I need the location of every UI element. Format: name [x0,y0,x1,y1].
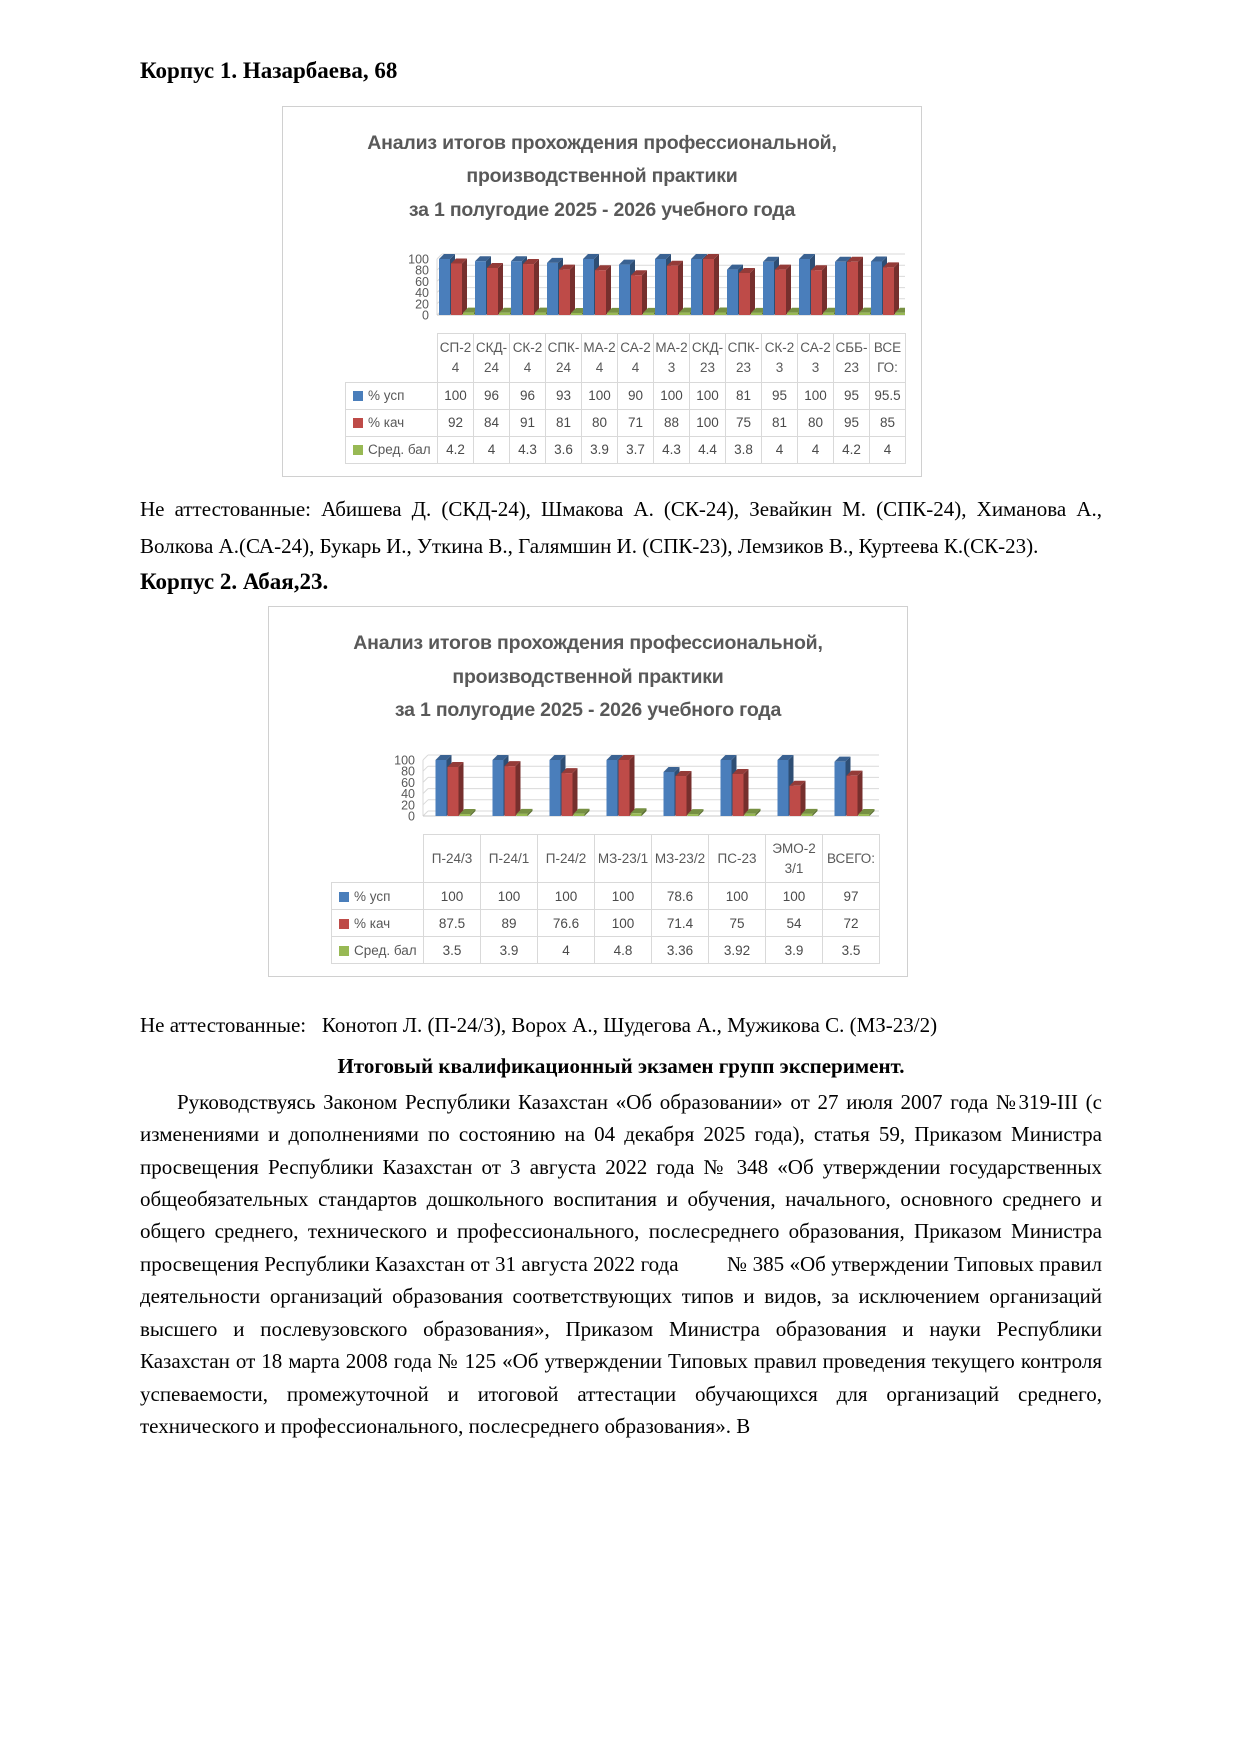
series-value-cell: 100 [798,382,834,409]
series-value-cell: 100 [766,883,823,910]
legal-paragraph: Руководствуясь Законом Республики Казахстан «Об образовании» от 27 июля 2007 года №319-III (с изменениями и дополнениями по состоянию на 04 декабря 2025 года), статья 59, Приказом Министра просвещения Республики Казахстан от 3 августа 2022 года № 348 «Об утверждении государственных общеобязательных стандартов дошкольного воспитания и обучения, начального, основного среднего и общего среднего, технического и профессионального, послесреднего образования, Приказом Министра просвещения Республики Казахстан от 31 августа 2022 года № 385 «Об утверждении Типовых правил деятельности организаций образования соответствующих типов и видов, за исключением организаций высшего и послевузовского образования», Приказом Министра образования и науки Республики Казахстан от 18 марта 2008 года № 125 «Об утверждении Типовых правил проведения текущего контроля успеваемости, промежуточной и итоговой аттестации обучающихся для организаций среднего, технического и профессионального, послесреднего образования». В [140,1089,1102,1439]
series-row [332,910,880,937]
category-label: СК-23 [762,334,798,382]
category-label: СКД-23 [690,334,726,382]
category-label: П-24/2 [538,835,595,883]
series-value-cell: 100 [424,883,481,910]
legend-key-swatch [339,946,349,956]
series-value-cell: 100 [690,382,726,409]
series-value-cell: 95 [762,382,798,409]
svg-text:40: 40 [415,286,429,301]
series-value-cell: 81 [726,382,762,409]
chart-title-line: производственной практики [452,665,724,688]
category-label: МА-23 [654,334,690,382]
heading-korpus-2: Корпус 2. Абая,23. [140,568,329,594]
svg-text:60: 60 [415,275,429,290]
svg-text:20: 20 [415,297,429,312]
series-row [332,883,880,910]
exam-section-heading: Итоговый квалификационный экзамен групп эксперимент. [337,1054,905,1079]
chart-2-data-table [331,834,880,964]
chart-title-line: Анализ итогов прохождения профессиональной, [367,131,837,154]
series-value-cell: 95.5 [870,382,906,409]
svg-text:80: 80 [401,764,415,779]
category-label: СПК-24 [546,334,582,382]
series-value-cell: 4.8 [595,937,652,964]
category-header-row [332,835,880,883]
category-label: МА-24 [582,334,618,382]
series-value-cell: 4.2 [834,436,870,463]
svg-text:100: 100 [408,252,429,267]
series-value-cell: 100 [595,910,652,937]
series-value-cell: 100 [481,883,538,910]
series-value-cell: 84 [474,409,510,436]
category-header-row [346,334,906,382]
series-value-cell: 3.36 [652,937,709,964]
series-value-cell: 3.9 [582,436,618,463]
series-value-cell: 4.3 [654,436,690,463]
legend-key-swatch [339,919,349,929]
series-value-cell: 93 [546,382,582,409]
category-label: СА-24 [618,334,654,382]
series-value-cell: 81 [762,409,798,436]
series-value-cell: 95 [834,382,870,409]
chart-1-plot [345,243,905,333]
chart-2-title [269,627,907,728]
series-row [346,382,906,409]
series-value-cell: 100 [690,409,726,436]
series-value-cell: 72 [823,910,880,937]
category-label: ВСЕГО: [823,835,880,883]
series-legend-cell: % кач [346,409,438,436]
series-value-cell: 100 [709,883,766,910]
table-corner-cell [346,334,438,382]
category-label: ЭМО-23/1 [766,835,823,883]
series-value-cell: 4.2 [438,436,474,463]
series-value-cell: 80 [798,409,834,436]
series-row [346,409,906,436]
series-value-cell: 96 [510,382,546,409]
category-label: СА-23 [798,334,834,382]
series-value-cell: 4.4 [690,436,726,463]
not-certified-list-2: Не аттестованные: Конотоп Л. (П-24/3), Ворох А., Шудегова А., Мужикова С. (МЗ-23/2) [140,1013,938,1038]
series-value-cell: 4 [798,436,834,463]
series-value-cell: 4 [762,436,798,463]
category-label: СП-24 [438,334,474,382]
chart-1 [282,106,922,477]
series-value-cell: 75 [726,409,762,436]
svg-text:60: 60 [401,775,415,790]
series-value-cell: 4.3 [510,436,546,463]
svg-text:20: 20 [401,798,415,813]
chart-title-line: производственной практики [466,165,738,188]
chart-title-line: за 1 полугодие 2025 - 2026 учебного года [408,198,796,221]
category-label: СПК-23 [726,334,762,382]
series-value-cell: 92 [438,409,474,436]
series-value-cell: 100 [538,883,595,910]
series-value-cell: 3.92 [709,937,766,964]
category-label: МЗ-23/1 [595,835,652,883]
series-value-cell: 100 [595,883,652,910]
heading-korpus-1: Корпус 1. Назарбаева, 68 [140,58,398,83]
svg-text:0: 0 [422,308,429,323]
category-label: МЗ-23/2 [652,835,709,883]
series-value-cell: 90 [618,382,654,409]
series-value-cell: 3.5 [424,937,481,964]
svg-text:100: 100 [394,753,415,768]
series-value-cell: 3.5 [823,937,880,964]
svg-text:40: 40 [401,787,415,802]
chart-1-data-table [345,333,906,463]
series-value-cell: 54 [766,910,823,937]
series-value-cell: 3.8 [726,436,762,463]
not-certified-list-1: Не аттестованные: Абишева Д. (СКД-24), Шмакова А. (СК-24), Зевайкин М. (СПК-24), Химанова А., Волкова А.(СА-24), Букарь И., Уткина В., Галямшин И. (СПК-23), Лемзиков В., Куртеева К.(СК-23). [140,496,1102,558]
series-value-cell: 75 [709,910,766,937]
series-value-cell: 4 [538,937,595,964]
series-value-cell: 81 [546,409,582,436]
series-value-cell: 100 [438,382,474,409]
series-value-cell: 100 [582,382,618,409]
series-value-cell: 80 [582,409,618,436]
series-row [346,436,906,463]
series-value-cell: 85 [870,409,906,436]
legend-key-swatch [339,892,349,902]
series-row [332,937,880,964]
chart-2 [268,606,908,977]
series-value-cell: 71.4 [652,910,709,937]
series-value-cell: 71 [618,409,654,436]
series-value-cell: 87.5 [424,910,481,937]
legend-key-swatch [353,445,363,455]
series-value-cell: 89 [481,910,538,937]
category-label: ПС-23 [709,835,766,883]
series-value-cell: 76.6 [538,910,595,937]
legend-key-swatch [353,418,363,428]
series-value-cell: 3.9 [766,937,823,964]
series-legend-cell: Сред. бал [332,937,424,964]
category-label: СББ-23 [834,334,870,382]
category-label: СК-24 [510,334,546,382]
series-value-cell: 78.6 [652,883,709,910]
series-value-cell: 96 [474,382,510,409]
series-value-cell: 95 [834,409,870,436]
series-value-cell: 97 [823,883,880,910]
category-label: П-24/1 [481,835,538,883]
legend-key-swatch [353,391,363,401]
svg-text:0: 0 [408,809,415,824]
series-value-cell: 100 [654,382,690,409]
series-legend-cell: % усп [346,382,438,409]
series-legend-cell: Сред. бал [346,436,438,463]
chart-title-line: Анализ итогов прохождения профессиональной, [353,632,823,655]
series-value-cell: 3.9 [481,937,538,964]
chart-2-plot [331,744,879,834]
chart-title-line: за 1 полугодие 2025 - 2026 учебного года [394,699,782,722]
category-label: ВСЕГО: [870,334,906,382]
series-value-cell: 3.7 [618,436,654,463]
svg-text:80: 80 [415,264,429,279]
category-label: СКД-24 [474,334,510,382]
series-value-cell: 88 [654,409,690,436]
series-value-cell: 91 [510,409,546,436]
series-value-cell: 4 [870,436,906,463]
series-value-cell: 4 [474,436,510,463]
table-corner-cell [332,835,424,883]
series-value-cell: 3.6 [546,436,582,463]
series-legend-cell: % усп [332,883,424,910]
chart-1-title [283,127,921,228]
series-legend-cell: % кач [332,910,424,937]
category-label: П-24/3 [424,835,481,883]
